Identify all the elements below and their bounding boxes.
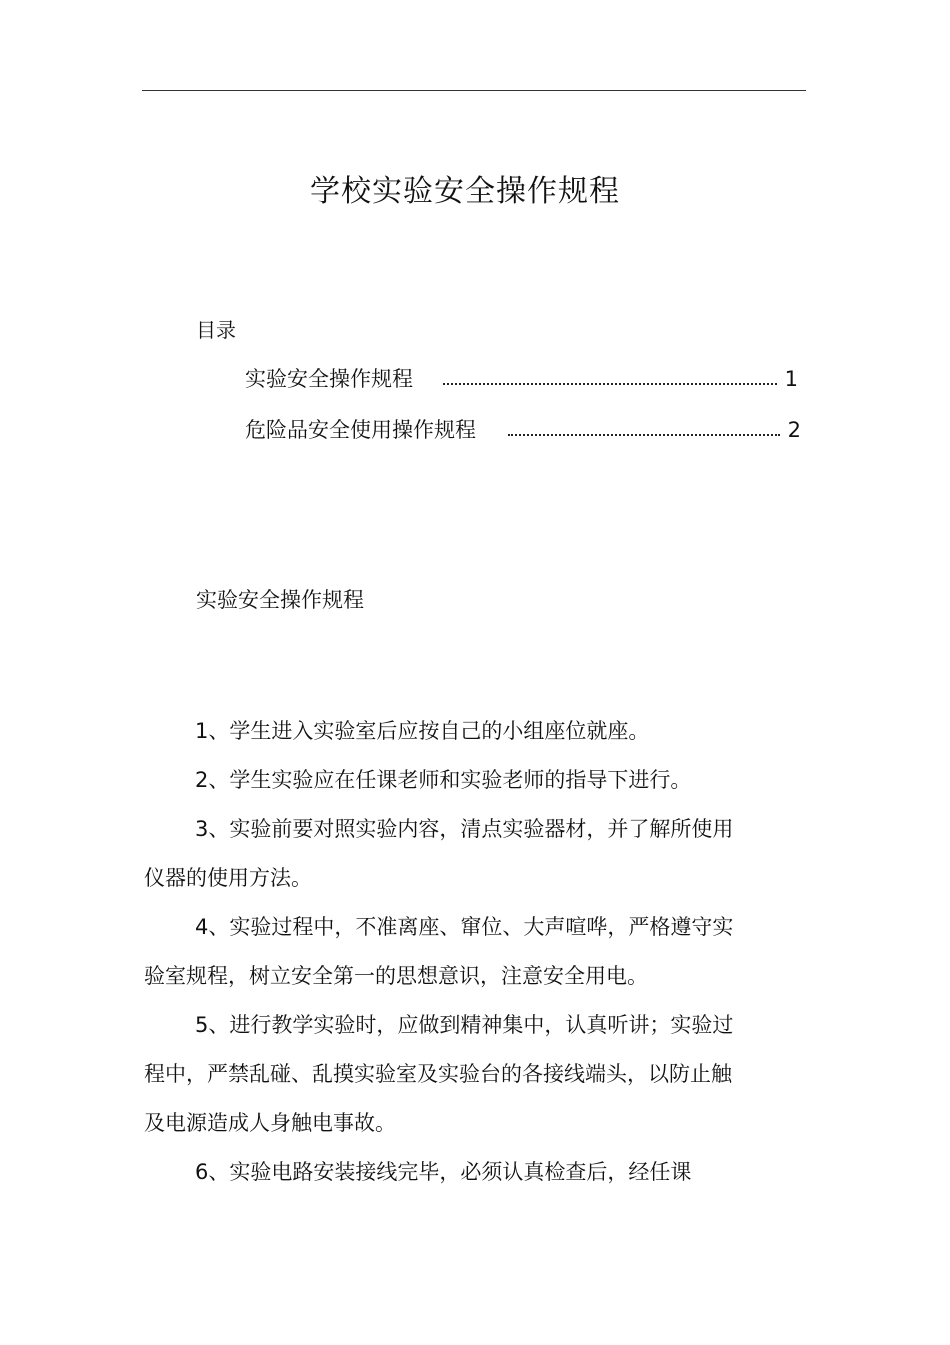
toc-entry-label: 实验安全操作规程 — [245, 367, 413, 391]
rule-paragraph: 1、学生进入实验室后应按自己的小组座位就座。 — [195, 719, 650, 743]
toc-entry[interactable] — [245, 415, 801, 445]
toc-entry-label: 危险品安全使用操作规程 — [245, 418, 476, 442]
rule-paragraph: 4、实验过程中，不准离座、窜位、大声喧哗，严格遵守实验室规程，树立安全第一的思想意识，注意安全用电。 — [144, 915, 734, 988]
section-heading: 实验安全操作规程 — [196, 588, 364, 612]
section-body — [144, 707, 744, 1197]
toc-entry-page: 1 — [784, 367, 798, 391]
header-rule — [142, 90, 806, 91]
toc-leader-dots — [443, 383, 777, 385]
toc-entry-page: 2 — [787, 418, 801, 442]
toc-entry[interactable] — [245, 364, 798, 394]
rule-paragraph: 3、实验前要对照实验内容，清点实验器材，并了解所使用仪器的使用方法。 — [144, 817, 734, 890]
rule-paragraph: 2、学生实验应在任课老师和实验老师的指导下进行。 — [195, 768, 692, 792]
rule-paragraph: 5、进行教学实验时，应做到精神集中，认真听讲；实验过程中，严禁乱碰、乱摸实验室及实验台的各接线端头，以防止触及电源造成人身触电事故。 — [144, 1013, 734, 1135]
document-title: 学校实验安全操作规程 — [310, 174, 620, 209]
toc-leader-dots — [508, 434, 780, 436]
toc-heading: 目录 — [196, 318, 236, 342]
rule-paragraph: 6、实验电路安装接线完毕，必须认真检查后，经任课 — [195, 1160, 692, 1184]
